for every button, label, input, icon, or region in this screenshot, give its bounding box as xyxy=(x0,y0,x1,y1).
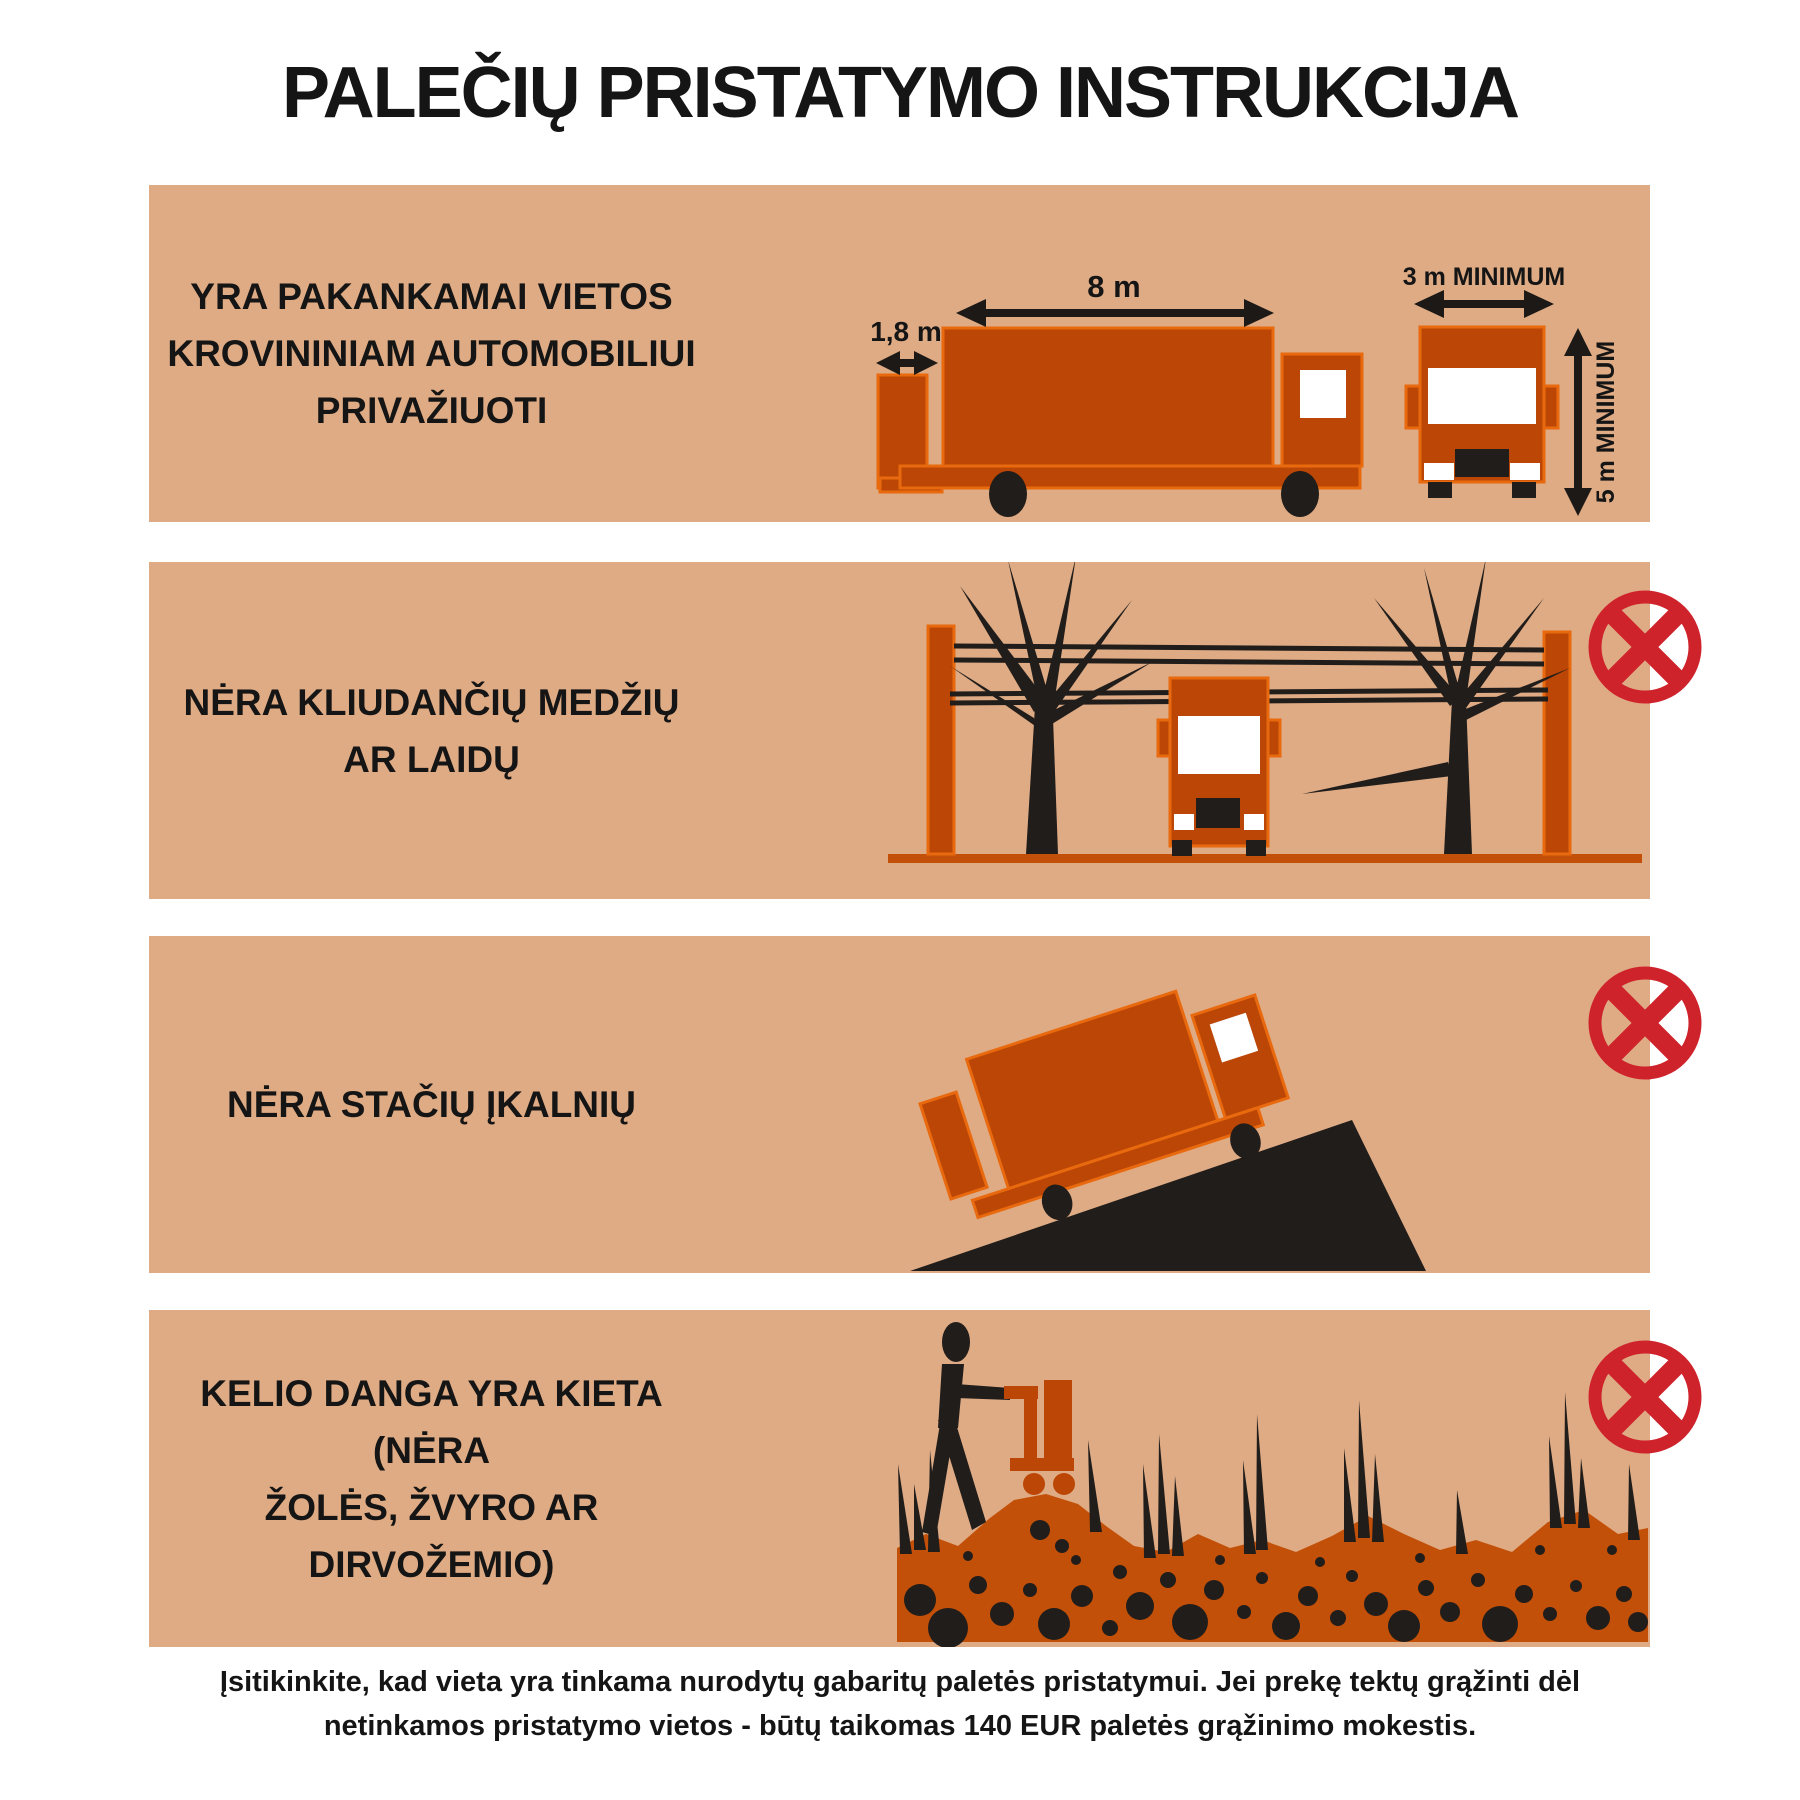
footer-note: Įsitikinkite, kad vieta yra tinkama nurodytų gabaritų paletės pristatymui. Jei prekę tektų grąžinti dėl netinkamos pristatymo vietos - būtų taikomas 140 EUR paletės grąžinimo mokestis. xyxy=(219,1666,1581,1742)
truck-side-view xyxy=(878,328,1362,517)
row-label: KELIO DANGA YRA KIETA (NĖRA ŽOLĖS, ŽVYRO AR DIRVOŽEMIO) xyxy=(200,1372,663,1585)
row-label: YRA PAKANKAMAI VIETOS KROVININIAM AUTOMOBILIUI PRIVAŽIUOTI xyxy=(167,276,696,431)
svg-text:3 m MINIMUM: 3 m MINIMUM xyxy=(1402,263,1566,291)
svg-text:8 m: 8 m xyxy=(1087,269,1141,304)
pallet-jack xyxy=(1004,1380,1075,1495)
prohibited-icon xyxy=(1580,582,1710,712)
trees-and-wires-illustration xyxy=(830,562,1650,899)
svg-text:5 m MINIMUM: 5 m MINIMUM xyxy=(1592,340,1620,504)
truck-clearance-illustration xyxy=(760,185,1650,522)
utility-pole-right xyxy=(1544,632,1570,854)
bare-tree-right xyxy=(1302,562,1570,854)
truck-front-view xyxy=(1406,327,1558,498)
steep-slope-illustration xyxy=(780,936,1650,1273)
svg-text:1,8 m: 1,8 m xyxy=(870,316,942,347)
prohibited-icon xyxy=(1580,958,1710,1088)
dimension-arrow-tail-lift xyxy=(870,316,942,375)
soft-ground-illustration xyxy=(790,1310,1650,1647)
person-figure xyxy=(922,1322,1010,1536)
row-label: NĖRA KLIUDANČIŲ MEDŽIŲ AR LAIDŲ xyxy=(183,681,680,780)
truck-front-view xyxy=(1158,678,1280,856)
row-label: NĖRA STAČIŲ ĮKALNIŲ xyxy=(226,1084,637,1125)
page-title: PALEČIŲ PRISTATYMO INSTRUKCIJA xyxy=(281,53,1519,133)
dimension-arrow-length xyxy=(956,269,1274,327)
bare-tree-left xyxy=(950,562,1152,854)
dimension-arrow-min-height xyxy=(1564,328,1620,516)
utility-pole-left xyxy=(928,626,954,854)
prohibited-icon xyxy=(1580,1332,1710,1462)
dimension-arrow-min-width xyxy=(1403,263,1566,318)
